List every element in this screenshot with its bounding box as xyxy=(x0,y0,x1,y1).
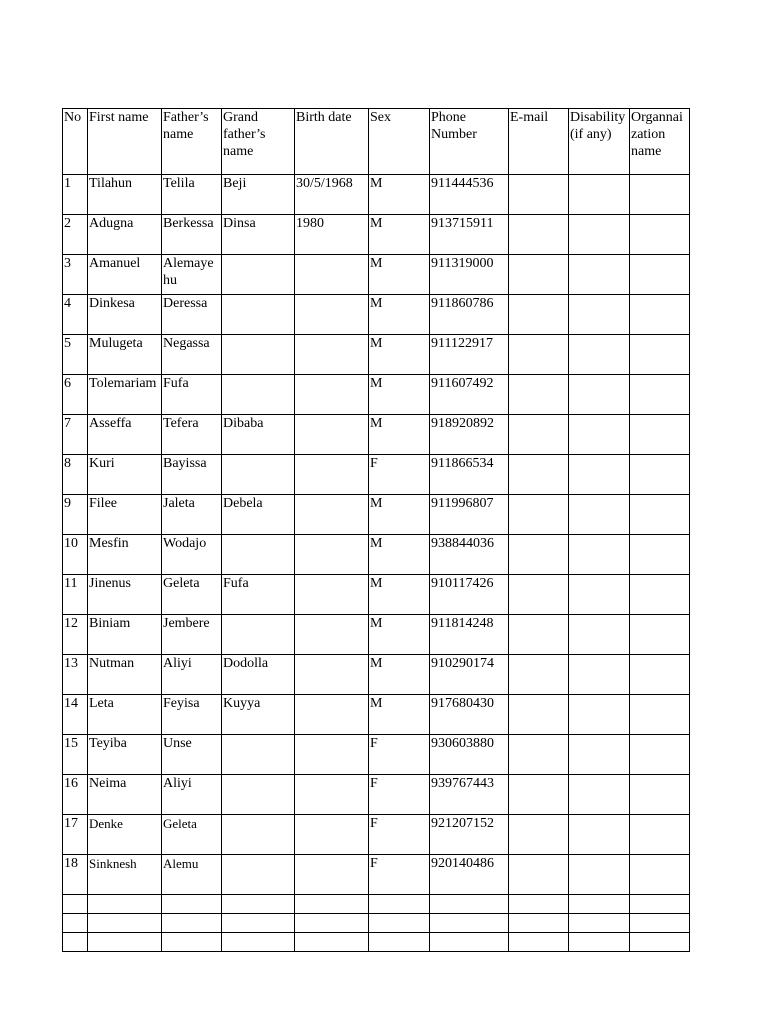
cell-no: 4 xyxy=(63,295,88,335)
cell-email xyxy=(509,215,569,255)
cell-no: 3 xyxy=(63,255,88,295)
cell-no: 15 xyxy=(63,735,88,775)
cell-email xyxy=(509,295,569,335)
cell-grandfathers-name xyxy=(222,775,295,815)
table-row xyxy=(63,375,690,415)
cell-email xyxy=(509,335,569,375)
cell-disability xyxy=(569,375,630,415)
cell-sex: M xyxy=(369,575,430,615)
cell-organization-name xyxy=(630,175,690,215)
cell-first-name: Mulugeta xyxy=(88,335,162,375)
cell-phone-number: 911814248 xyxy=(430,615,509,655)
cell-email xyxy=(509,535,569,575)
empty-cell xyxy=(295,895,369,914)
cell-birth-date xyxy=(295,455,369,495)
cell-grandfathers-name: Dinsa xyxy=(222,215,295,255)
table-row xyxy=(63,815,690,855)
cell-organization-name xyxy=(630,535,690,575)
cell-first-name: Sinknesh xyxy=(88,855,162,895)
cell-no: 2 xyxy=(63,215,88,255)
cell-sex: M xyxy=(369,215,430,255)
cell-disability xyxy=(569,855,630,895)
empty-cell xyxy=(430,933,509,952)
table-row xyxy=(63,535,690,575)
cell-first-name: Leta xyxy=(88,695,162,735)
cell-phone-number: 917680430 xyxy=(430,695,509,735)
cell-organization-name xyxy=(630,655,690,695)
empty-cell xyxy=(162,914,222,933)
cell-grandfathers-name xyxy=(222,455,295,495)
table-row xyxy=(63,255,690,295)
header-email: E-mail xyxy=(509,109,569,175)
empty-row xyxy=(63,914,690,933)
cell-fathers-name: Jaleta xyxy=(162,495,222,535)
cell-fathers-name: Unse xyxy=(162,735,222,775)
cell-fathers-name: Berkessa xyxy=(162,215,222,255)
cell-fathers-name: Tefera xyxy=(162,415,222,455)
cell-birth-date xyxy=(295,335,369,375)
cell-phone-number: 911996807 xyxy=(430,495,509,535)
cell-disability xyxy=(569,655,630,695)
cell-fathers-name: Fufa xyxy=(162,375,222,415)
cell-birth-date xyxy=(295,495,369,535)
cell-sex: M xyxy=(369,375,430,415)
cell-email xyxy=(509,575,569,615)
cell-organization-name xyxy=(630,775,690,815)
cell-fathers-name: Negassa xyxy=(162,335,222,375)
cell-organization-name xyxy=(630,295,690,335)
header-first-name: First name xyxy=(88,109,162,175)
cell-first-name: Tolemariam xyxy=(88,375,162,415)
cell-no: 7 xyxy=(63,415,88,455)
cell-fathers-name: Telila xyxy=(162,175,222,215)
cell-first-name: Jinenus xyxy=(88,575,162,615)
cell-grandfathers-name: Dodolla xyxy=(222,655,295,695)
header-fathers-name: Father’s name xyxy=(162,109,222,175)
cell-first-name: Amanuel xyxy=(88,255,162,295)
cell-first-name: Tilahun xyxy=(88,175,162,215)
empty-cell xyxy=(88,914,162,933)
empty-cell xyxy=(162,933,222,952)
cell-disability xyxy=(569,175,630,215)
cell-email xyxy=(509,775,569,815)
table-row xyxy=(63,335,690,375)
cell-birth-date xyxy=(295,415,369,455)
header-disability: Disability (if any) xyxy=(569,109,630,175)
empty-cell xyxy=(162,895,222,914)
empty-cell xyxy=(369,914,430,933)
empty-cell xyxy=(222,933,295,952)
cell-grandfathers-name xyxy=(222,535,295,575)
cell-no: 5 xyxy=(63,335,88,375)
cell-grandfathers-name: Debela xyxy=(222,495,295,535)
cell-fathers-name: Wodajo xyxy=(162,535,222,575)
cell-first-name: Neima xyxy=(88,775,162,815)
cell-phone-number: 910290174 xyxy=(430,655,509,695)
cell-birth-date xyxy=(295,615,369,655)
cell-phone-number: 913715911 xyxy=(430,215,509,255)
cell-no: 1 xyxy=(63,175,88,215)
cell-first-name: Teyiba xyxy=(88,735,162,775)
empty-cell xyxy=(295,914,369,933)
cell-disability xyxy=(569,295,630,335)
empty-cell xyxy=(569,933,630,952)
cell-email xyxy=(509,655,569,695)
cell-fathers-name: Alemu xyxy=(162,855,222,895)
cell-organization-name xyxy=(630,415,690,455)
cell-disability xyxy=(569,815,630,855)
empty-cell xyxy=(63,914,88,933)
empty-cell xyxy=(222,914,295,933)
cell-first-name: Mesfin xyxy=(88,535,162,575)
empty-cell xyxy=(509,914,569,933)
cell-sex: M xyxy=(369,335,430,375)
cell-disability xyxy=(569,735,630,775)
cell-disability xyxy=(569,255,630,295)
cell-grandfathers-name xyxy=(222,815,295,855)
cell-grandfathers-name xyxy=(222,335,295,375)
cell-disability xyxy=(569,415,630,455)
table-row xyxy=(63,575,690,615)
cell-organization-name xyxy=(630,615,690,655)
cell-sex: F xyxy=(369,455,430,495)
table-row xyxy=(63,735,690,775)
cell-email xyxy=(509,455,569,495)
cell-fathers-name: Aliyi xyxy=(162,775,222,815)
cell-phone-number: 911866534 xyxy=(430,455,509,495)
empty-cell xyxy=(63,933,88,952)
empty-cell xyxy=(369,933,430,952)
cell-birth-date xyxy=(295,255,369,295)
cell-sex: M xyxy=(369,415,430,455)
cell-email xyxy=(509,375,569,415)
cell-fathers-name: Bayissa xyxy=(162,455,222,495)
cell-phone-number: 911607492 xyxy=(430,375,509,415)
cell-grandfathers-name: Dibaba xyxy=(222,415,295,455)
cell-email xyxy=(509,175,569,215)
cell-phone-number: 939767443 xyxy=(430,775,509,815)
empty-cell xyxy=(569,895,630,914)
cell-sex: M xyxy=(369,175,430,215)
cell-organization-name xyxy=(630,735,690,775)
cell-sex: M xyxy=(369,295,430,335)
cell-birth-date xyxy=(295,295,369,335)
cell-grandfathers-name xyxy=(222,855,295,895)
cell-no: 12 xyxy=(63,615,88,655)
empty-cell xyxy=(295,933,369,952)
empty-cell xyxy=(430,895,509,914)
cell-fathers-name: Geleta xyxy=(162,575,222,615)
cell-grandfathers-name: Fufa xyxy=(222,575,295,615)
cell-sex: M xyxy=(369,655,430,695)
empty-cell xyxy=(88,933,162,952)
cell-grandfathers-name xyxy=(222,735,295,775)
cell-first-name: Nutman xyxy=(88,655,162,695)
cell-disability xyxy=(569,495,630,535)
cell-phone-number: 911319000 xyxy=(430,255,509,295)
cell-sex: M xyxy=(369,495,430,535)
empty-cell xyxy=(63,895,88,914)
header-phone-number: Phone Number xyxy=(430,109,509,175)
cell-phone-number: 911860786 xyxy=(430,295,509,335)
table-row xyxy=(63,695,690,735)
cell-email xyxy=(509,815,569,855)
header-sex: Sex xyxy=(369,109,430,175)
cell-birth-date xyxy=(295,815,369,855)
table-row xyxy=(63,615,690,655)
cell-organization-name xyxy=(630,575,690,615)
cell-disability xyxy=(569,455,630,495)
table-row xyxy=(63,855,690,895)
cell-disability xyxy=(569,335,630,375)
cell-email xyxy=(509,495,569,535)
table-row xyxy=(63,175,690,215)
cell-grandfathers-name xyxy=(222,375,295,415)
cell-birth-date xyxy=(295,375,369,415)
cell-email xyxy=(509,695,569,735)
cell-phone-number: 918920892 xyxy=(430,415,509,455)
cell-fathers-name: Alemayehu xyxy=(162,255,222,295)
cell-fathers-name: Jembere xyxy=(162,615,222,655)
cell-sex: F xyxy=(369,775,430,815)
cell-disability xyxy=(569,575,630,615)
empty-cell xyxy=(630,914,690,933)
cell-fathers-name: Feyisa xyxy=(162,695,222,735)
cell-first-name: Denke xyxy=(88,815,162,855)
cell-first-name: Dinkesa xyxy=(88,295,162,335)
cell-sex: M xyxy=(369,255,430,295)
empty-row xyxy=(63,895,690,914)
table-body xyxy=(63,175,690,952)
cell-no: 11 xyxy=(63,575,88,615)
table-row xyxy=(63,455,690,495)
cell-phone-number: 921207152 xyxy=(430,815,509,855)
cell-organization-name xyxy=(630,815,690,855)
table-row xyxy=(63,495,690,535)
cell-grandfathers-name: Beji xyxy=(222,175,295,215)
cell-no: 18 xyxy=(63,855,88,895)
cell-organization-name xyxy=(630,215,690,255)
empty-cell xyxy=(369,895,430,914)
empty-cell xyxy=(630,933,690,952)
table-row xyxy=(63,215,690,255)
cell-email xyxy=(509,615,569,655)
header-organization-name: Organnaization name xyxy=(630,109,690,175)
cell-no: 8 xyxy=(63,455,88,495)
cell-organization-name xyxy=(630,255,690,295)
cell-organization-name xyxy=(630,495,690,535)
cell-email xyxy=(509,415,569,455)
cell-no: 16 xyxy=(63,775,88,815)
cell-fathers-name: Aliyi xyxy=(162,655,222,695)
cell-first-name: Kuri xyxy=(88,455,162,495)
cell-sex: F xyxy=(369,735,430,775)
cell-fathers-name: Deressa xyxy=(162,295,222,335)
empty-cell xyxy=(630,895,690,914)
cell-no: 13 xyxy=(63,655,88,695)
cell-sex: M xyxy=(369,615,430,655)
cell-birth-date: 30/5/1968 xyxy=(295,175,369,215)
cell-phone-number: 911444536 xyxy=(430,175,509,215)
cell-sex: M xyxy=(369,695,430,735)
table-row xyxy=(63,775,690,815)
cell-organization-name xyxy=(630,455,690,495)
empty-cell xyxy=(222,895,295,914)
cell-birth-date: 1980 xyxy=(295,215,369,255)
cell-birth-date xyxy=(295,855,369,895)
cell-birth-date xyxy=(295,695,369,735)
cell-email xyxy=(509,855,569,895)
header-row xyxy=(63,109,690,175)
cell-grandfathers-name xyxy=(222,255,295,295)
cell-birth-date xyxy=(295,655,369,695)
cell-first-name: Adugna xyxy=(88,215,162,255)
cell-phone-number: 911122917 xyxy=(430,335,509,375)
cell-disability xyxy=(569,215,630,255)
cell-phone-number: 930603880 xyxy=(430,735,509,775)
cell-organization-name xyxy=(630,375,690,415)
cell-first-name: Asseffa xyxy=(88,415,162,455)
cell-first-name: Biniam xyxy=(88,615,162,655)
cell-no: 9 xyxy=(63,495,88,535)
empty-cell xyxy=(430,914,509,933)
table-row xyxy=(63,415,690,455)
empty-cell xyxy=(88,895,162,914)
cell-first-name: Filee xyxy=(88,495,162,535)
table-row xyxy=(63,295,690,335)
header-grandfathers-name: Grand father’s name xyxy=(222,109,295,175)
header-birth-date: Birth date xyxy=(295,109,369,175)
empty-cell xyxy=(509,895,569,914)
cell-no: 6 xyxy=(63,375,88,415)
empty-cell xyxy=(569,914,630,933)
cell-disability xyxy=(569,775,630,815)
cell-birth-date xyxy=(295,535,369,575)
cell-no: 14 xyxy=(63,695,88,735)
cell-phone-number: 910117426 xyxy=(430,575,509,615)
header-no: No xyxy=(63,109,88,175)
cell-birth-date xyxy=(295,775,369,815)
table-row xyxy=(63,655,690,695)
cell-birth-date xyxy=(295,575,369,615)
cell-phone-number: 938844036 xyxy=(430,535,509,575)
cell-organization-name xyxy=(630,335,690,375)
cell-birth-date xyxy=(295,735,369,775)
cell-fathers-name: Geleta xyxy=(162,815,222,855)
cell-email xyxy=(509,735,569,775)
cell-disability xyxy=(569,535,630,575)
cell-no: 17 xyxy=(63,815,88,855)
roster-table xyxy=(62,108,690,952)
empty-cell xyxy=(509,933,569,952)
cell-disability xyxy=(569,695,630,735)
cell-sex: M xyxy=(369,535,430,575)
empty-row xyxy=(63,933,690,952)
cell-disability xyxy=(569,615,630,655)
cell-email xyxy=(509,255,569,295)
cell-no: 10 xyxy=(63,535,88,575)
cell-organization-name xyxy=(630,695,690,735)
cell-organization-name xyxy=(630,855,690,895)
cell-grandfathers-name xyxy=(222,295,295,335)
cell-phone-number: 920140486 xyxy=(430,855,509,895)
cell-grandfathers-name: Kuyya xyxy=(222,695,295,735)
cell-sex: F xyxy=(369,815,430,855)
cell-sex: F xyxy=(369,855,430,895)
cell-grandfathers-name xyxy=(222,615,295,655)
